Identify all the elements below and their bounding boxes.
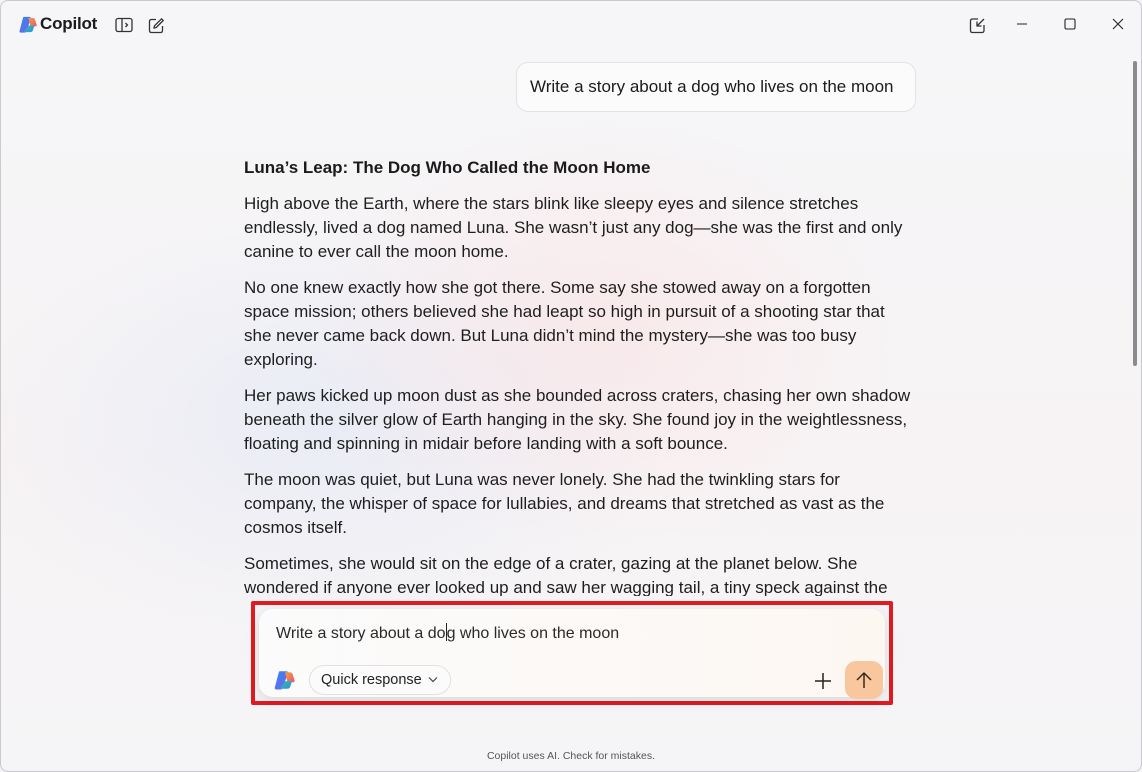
story-paragraph: Her paws kicked up moon dust as she bounded across craters, chasing her own shadow beneath the silver glow of Earth hanging in the sky. She found joy in the weightlessness, floating and spinning in midair before landing with a soft bounce. xyxy=(244,386,911,453)
user-message-text: Write a story about a dog who lives on the moon xyxy=(530,77,894,96)
copilot-mode-icon xyxy=(273,669,295,691)
ai-disclaimer: Copilot uses AI. Check for mistakes. xyxy=(486,750,656,762)
story-paragraph: The moon was quiet, but Luna was never lonely. She had the twinkling stars for company, the whisper of space for lullabies, and dreams that stretched as vast as the cosmos itself. xyxy=(244,470,885,537)
assistant-response xyxy=(244,156,914,596)
message-input[interactable] xyxy=(276,623,796,647)
close-button[interactable] xyxy=(1094,1,1142,47)
input-text-after-caret: g who lives on the moon xyxy=(446,625,620,642)
minimize-button[interactable] xyxy=(998,1,1046,47)
title-bar xyxy=(1,1,1141,49)
compact-mode-button[interactable] xyxy=(965,13,989,37)
maximize-icon xyxy=(1064,18,1076,30)
new-chat-button[interactable] xyxy=(144,13,168,37)
input-text-before-caret: Write a story about a do xyxy=(276,625,446,642)
compose-icon xyxy=(148,17,165,34)
plus-icon xyxy=(814,672,832,690)
response-mode-dropdown[interactable] xyxy=(309,665,451,695)
story-title: Luna’s Leap: The Dog Who Called the Moon Home xyxy=(244,158,651,177)
send-button[interactable] xyxy=(845,661,883,699)
maximize-button[interactable] xyxy=(1046,1,1094,47)
minimize-icon xyxy=(1016,18,1028,30)
pop-in-icon xyxy=(969,17,986,34)
scrollbar-thumb[interactable] xyxy=(1133,61,1137,366)
copilot-logo-icon xyxy=(18,15,37,34)
story-paragraph: Sometimes, she would sit on the edge of a crater, gazing at the planet below. She wondered if anyone ever looked up and saw her wagging tail, a tiny speck against the xyxy=(244,554,888,596)
user-message-bubble xyxy=(516,62,916,112)
composer-highlight xyxy=(251,601,893,705)
app-title: Copilot xyxy=(40,14,98,33)
close-icon xyxy=(1112,18,1124,30)
message-composer xyxy=(259,609,885,697)
sidebar-panel-icon xyxy=(115,17,133,33)
arrow-up-icon xyxy=(855,670,873,690)
chevron-down-icon xyxy=(428,676,438,683)
sidebar-toggle-button[interactable] xyxy=(112,13,136,37)
story-paragraph: High above the Earth, where the stars blink like sleepy eyes and silence stretches endlessly, lived a dog named Luna. She wasn’t just any dog—she was the first and only canine to ever call the moon home. xyxy=(244,194,903,261)
response-mode-label: Quick response xyxy=(321,672,422,688)
story-paragraph: No one knew exactly how she got there. Some say she stowed away on a forgotten space mission; others believed she had leapt so high in pursuit of a shooting star that she never came back down. But Luna didn’t mind the mystery—she was too busy exploring. xyxy=(244,278,885,369)
attach-button[interactable] xyxy=(811,669,835,693)
